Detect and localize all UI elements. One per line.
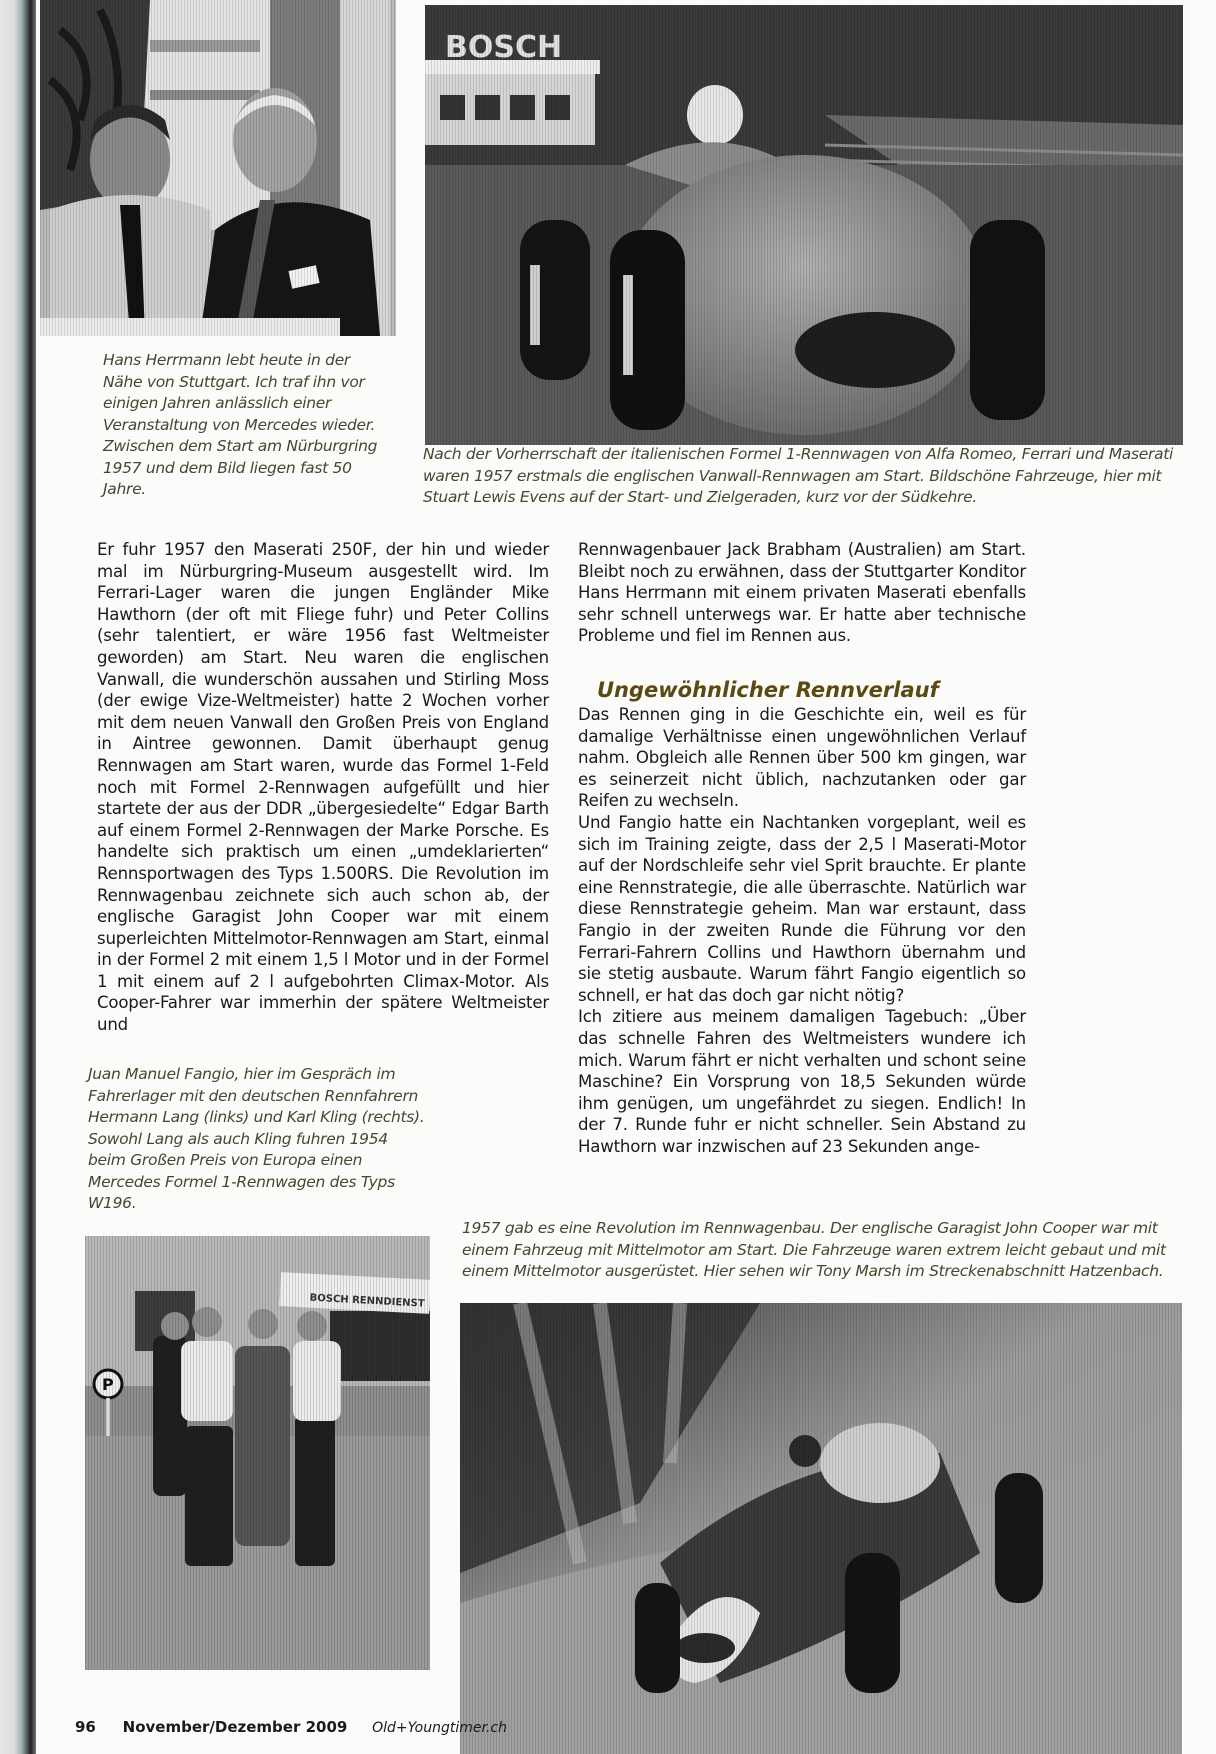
caption-fangio: Juan Manuel Fangio, hier im Gespräch im Fahrerlager mit den deutschen Rennfahrern Hermann Lang (links) und Karl Kling (rechts). Sowohl Lang als auch Kling fuhren 1954 beim Großen Preis von Europa einen Mercedes Formel 1-Rennwagen des Typs W196. xyxy=(88,1065,425,1212)
photo-paddock-conversation xyxy=(85,1236,430,1670)
photo-cooper-race-car xyxy=(460,1303,1182,1754)
page-spine-shadow xyxy=(0,0,36,1754)
issue-date: November/Dezember 2009 xyxy=(122,1718,348,1736)
photo-two-men-portrait xyxy=(40,0,396,336)
article-paragraph: Und Fangio hatte ein Nachtanken vorgeplant, weil es sich im Training zeigte, dass der 2,5 l Maserati-Motor auf der Nordschleife sehr viel Sprit brauchte. Er plante eine Rennstrategie, die alle überraschte. Natürlich war diese Rennstrategie geheim. Man war erstaunt, dass Fangio in der zweiten Runde die Führung vor den Ferrari-Fahrern Collins und Hawthorn übernahm und sie stetig ausbaute. Warum fährt Fangio eigentlich so schnell, er hat das doch gar nicht nötig? xyxy=(578,812,1026,1005)
article-left-text: Er fuhr 1957 den Maserati 250F, der hin und wieder mal im Nürburgring-Museum ausgestellt wird. Im Ferrari-Lager waren die jungen Engländer Mike Hawthorn (der oft mit Fliege fuhr) und Peter Collins (sehr talentiert, er wäre 1956 fast Weltmeister geworden) am Start. Neu waren die englischen Vanwall, die wunderschön aussahen und Stirling Moss (der ewige Vize-Weltmeister) hatte 2 Wochen vorher mit dem neuen Vanwall den Großen Preis von England in Aintree gewonnen. Damit überhaupt genug Rennwagen am Start waren, wurde das Formel 1-Feld noch mit Formel 2-Rennwagen aufgefüllt und hier startete der aus der DDR „übergesiedelte“ Edgar Barth auf einem Formel 2-Rennwagen der Marke Porsche. Es handelte sich praktisch um einen „umdeklarierten“ Rennsportwagen des Typs 1.500RS. Die Revolution im Rennwagenbau zeichnete sich auch schon ab, der englische Garagist John Cooper war mit einem superleichten Mittelmotor-Rennwagen am Start, einmal in der Formel 2 mit einem 1,5 l Motor und in der Formel 1 mit einem auf 2 l aufgebohrten Climax-Motor. Als Cooper-Fahrer war immerhin der spätere Weltmeister und xyxy=(97,540,549,1035)
photo-vanwall-race-car xyxy=(425,5,1183,445)
article-right-intro-text: Rennwagenbauer Jack Brabham (Australien) am Start. Bleibt noch zu erwähnen, dass der Stuttgarter Konditor Hans Herrmann mit einem privaten Maserati ebenfalls sehr schnell unterwegs war. Er hatte aber technische Probleme und fiel im Rennen aus. xyxy=(578,540,1026,646)
caption-cooper: 1957 gab es eine Revolution im Rennwagenbau. Der englische Garagist John Cooper war mit einem Fahrzeug mit Mittelmotor am Start. Die Fahrzeuge waren extrem leicht gebaut und mit einem Mittelmotor ausgerüstet. Hier sehen wir Tony Marsh im Streckenabschnitt Hatzenbach. xyxy=(462,1219,1166,1280)
caption-vanwall: Nach der Vorherrschaft der italienischen Formel 1-Rennwagen von Alfa Romeo, Ferrari und Maserati waren 1957 erstmals die englischen Vanwall-Rennwagen am Start. Bildschöne Fahrzeuge, hier mit Stuart Lewis Evens auf der Start- und Zielgeraden, kurz vor der Südkehre. xyxy=(423,445,1174,506)
article-left-column xyxy=(97,539,549,1036)
article-right-column xyxy=(578,704,1026,1157)
page-number: 96 xyxy=(75,1718,96,1736)
section-heading: Ungewöhnlicher Rennverlauf xyxy=(597,678,939,702)
caption-hans-herrmann: Hans Herrmann lebt heute in der Nähe von Stuttgart. Ich traf ihn vor einigen Jahren anlässlich einer Veranstaltung von Mercedes wieder. Zwischen dem Start am Nürburgring 1957 und dem Bild liegen fast 50 Jahre. xyxy=(103,351,378,498)
article-right-column-intro xyxy=(578,539,1026,647)
article-paragraph: Ich zitiere aus meinem damaligen Tagebuch: „Über das schnelle Fahren des Weltmeisters wundere ich mich. Warum fährt er nicht verhalten und schont seine Maschine? Ein Vorsprung von 18,5 Sekunden würde ihm genügen, um ungefährdet zu siegen. Endlich! In der 7. Runde fuhr er nicht schneller. Sein Abstand zu Hawthorn war inzwischen auf 23 Sekunden ange- xyxy=(578,1007,1026,1156)
article-paragraph: Das Rennen ging in die Geschichte ein, weil es für damalige Verhältnisse einen ungewöhnlichen Verlauf nahm. Obgleich alle Rennen über 500 km gingen, war es seinerzeit nicht üblich, nachzutanken oder gar Reifen zu wechseln. xyxy=(578,705,1026,811)
page-footer xyxy=(75,1718,507,1736)
publication-name: Old+Youngtimer.ch xyxy=(372,1720,507,1736)
